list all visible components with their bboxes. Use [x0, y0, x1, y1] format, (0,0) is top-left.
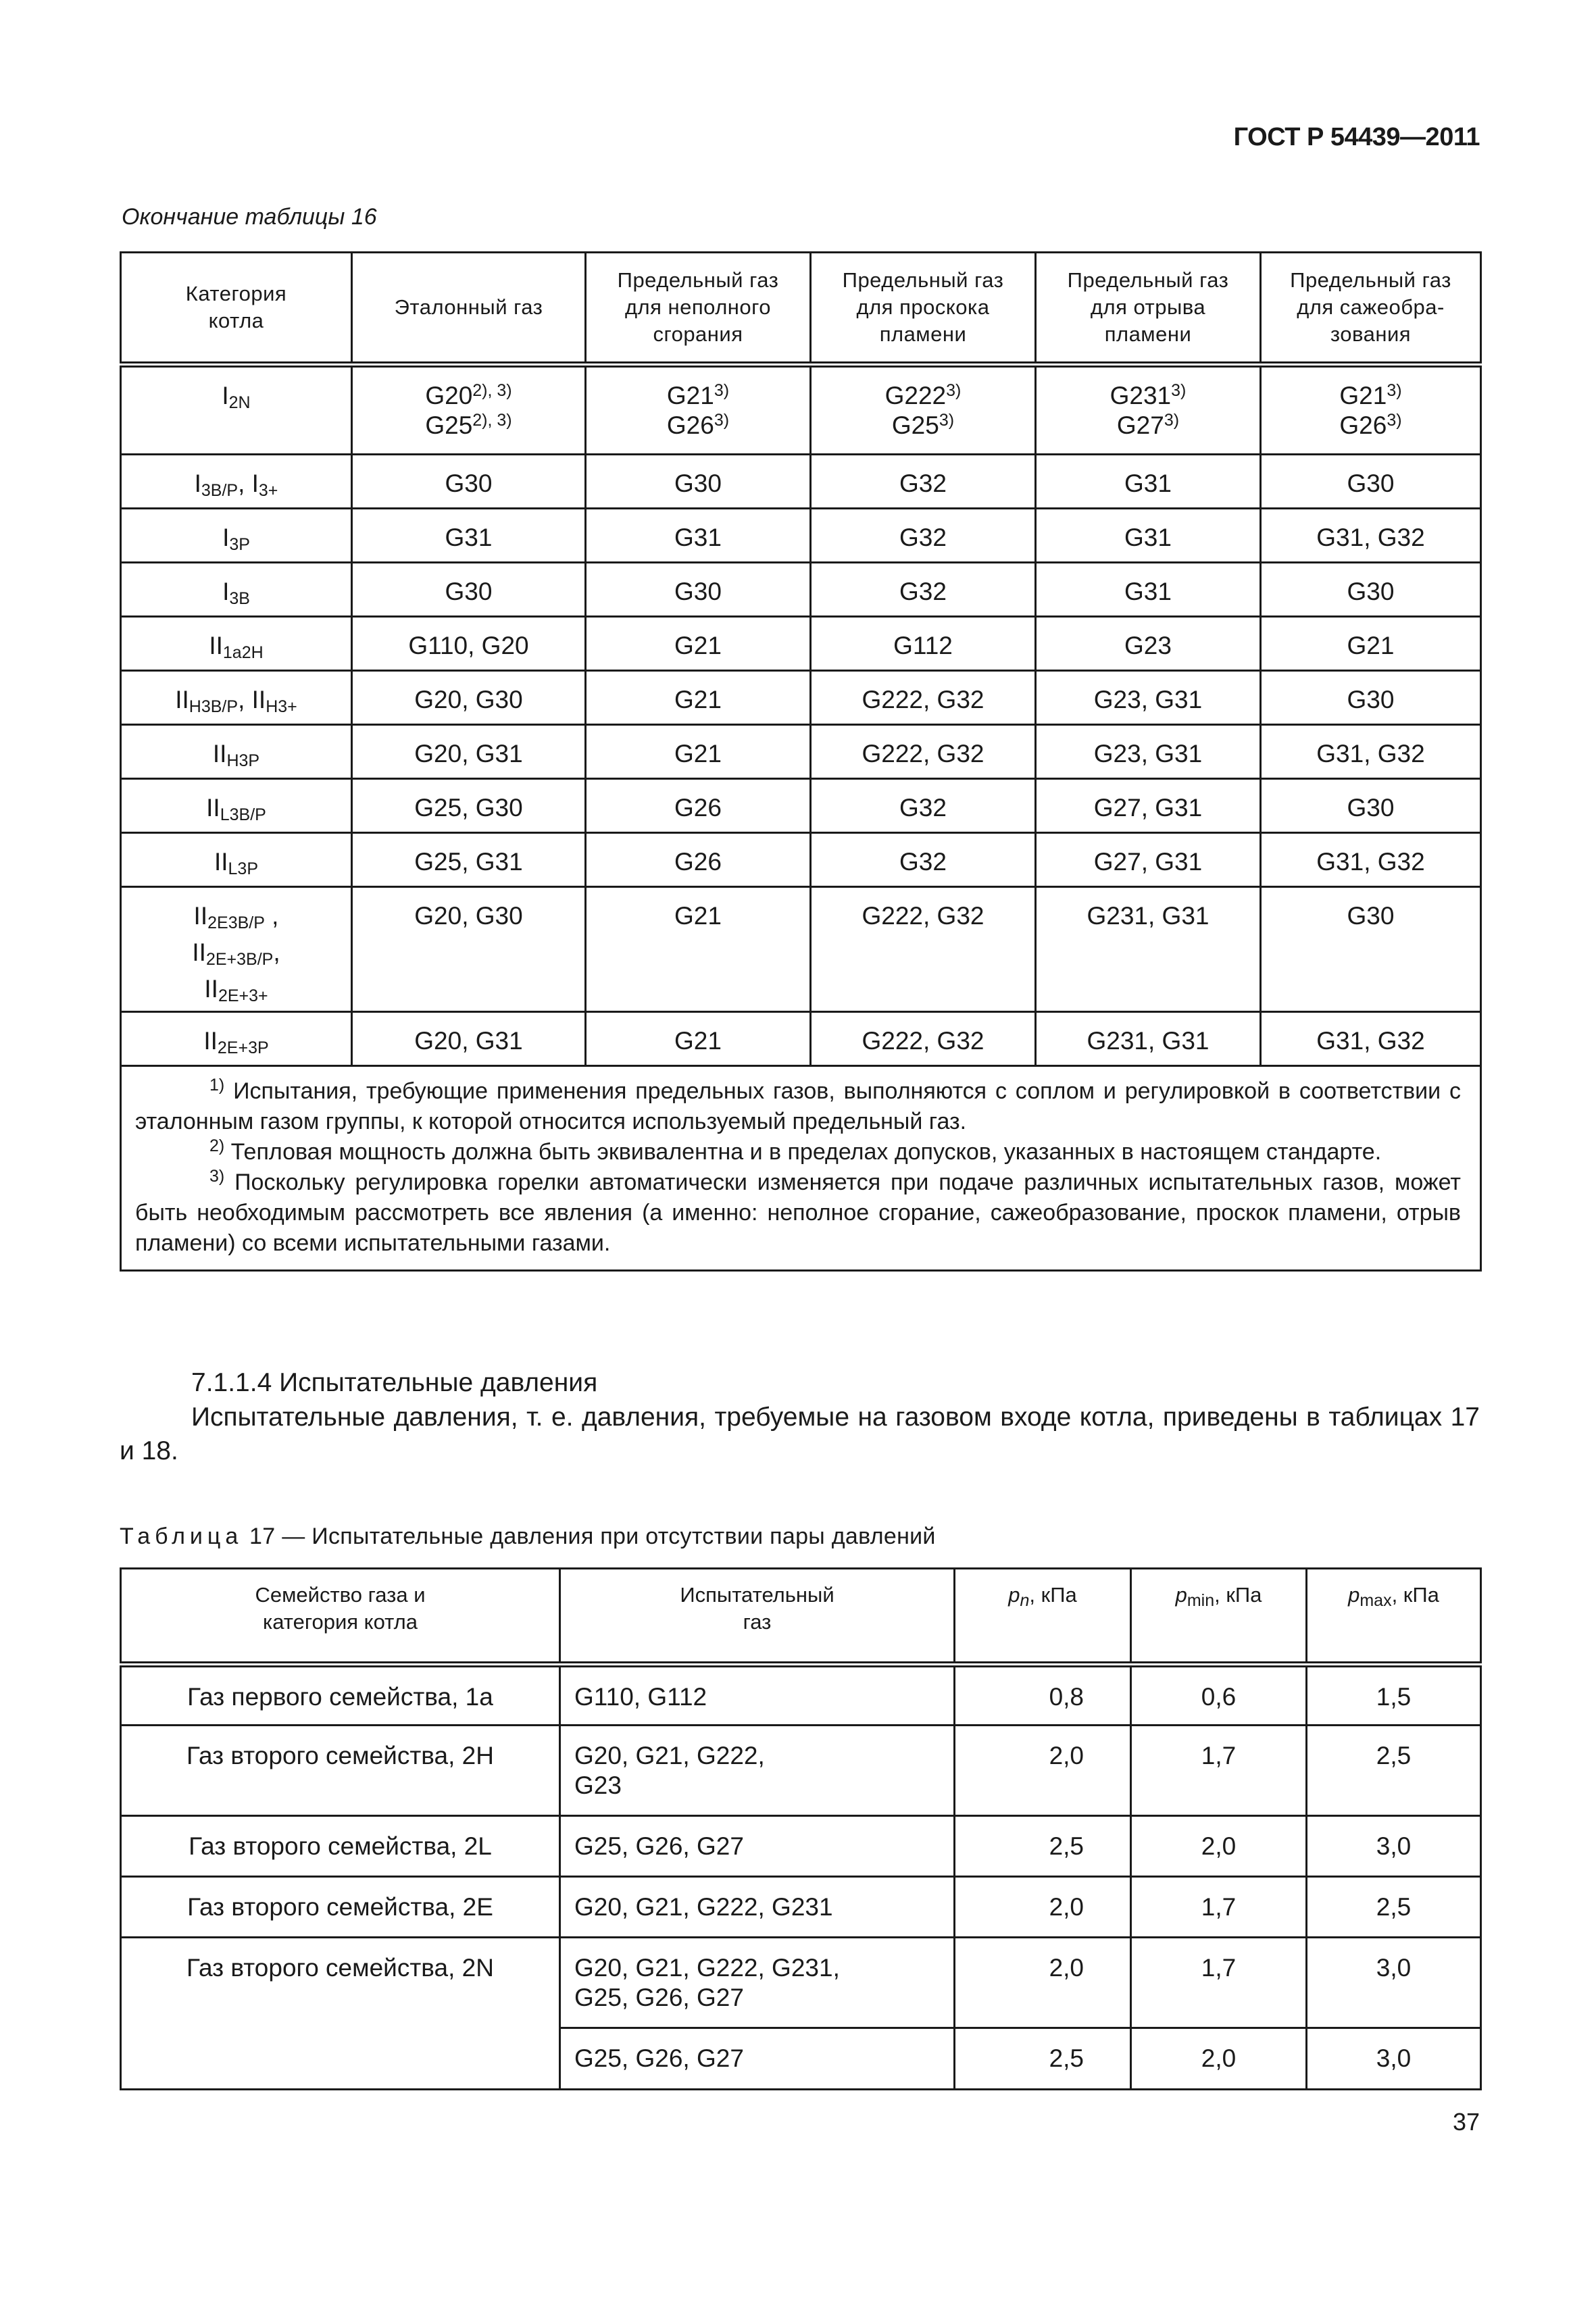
- gas-cell: G30: [1261, 779, 1481, 833]
- pressure-unit: , кПа: [1391, 1583, 1439, 1607]
- category-subscript: H3P: [226, 751, 260, 770]
- gas-cell: [1036, 365, 1261, 455]
- gas-cell: G26: [586, 779, 811, 833]
- gas-cell: G112: [811, 617, 1036, 671]
- category-subscript: 3P: [229, 535, 250, 554]
- gas-name: G21: [1339, 382, 1387, 409]
- category-base: II: [204, 975, 218, 1003]
- category-base: II: [214, 848, 228, 876]
- category-subscript: 3+: [258, 481, 278, 500]
- gas-family-cell: Газ первого семейства, 1a: [121, 1665, 560, 1726]
- gas-name: G26: [666, 411, 714, 439]
- gas-cell: G31: [1036, 509, 1261, 563]
- category-base: II: [193, 902, 208, 930]
- pressure-symbol: p: [1175, 1583, 1187, 1607]
- pressure-subscript: min: [1187, 1591, 1215, 1610]
- gas-cell: [811, 365, 1036, 455]
- header-line: категория котла: [262, 1610, 418, 1634]
- gas-cell: G30: [586, 563, 811, 617]
- gas-cell: G27, G31: [1036, 833, 1261, 887]
- category-base: II: [203, 1027, 218, 1055]
- gas-cell: G21: [1261, 617, 1481, 671]
- table16-notes: [121, 1066, 1481, 1271]
- gas-line: G110, G112: [574, 1683, 707, 1711]
- category-subscript: 2N: [228, 393, 251, 412]
- boiler-category-cell: [121, 563, 352, 617]
- table-row: [121, 365, 1481, 455]
- section-heading: 7.1.1.4 Испытательные давления: [191, 1368, 598, 1397]
- pressure-symbol: p: [1348, 1583, 1360, 1607]
- page-number: 37: [1452, 2108, 1480, 2136]
- table17-header-pn: [955, 1569, 1131, 1665]
- table-row: [121, 455, 1481, 509]
- table16-caption: Окончание таблицы 16: [122, 204, 377, 230]
- boiler-category-cell: [121, 725, 352, 779]
- header-line: газ: [743, 1610, 772, 1634]
- header-line: Семейство газа и: [255, 1583, 426, 1607]
- gas-cell: G31: [586, 509, 811, 563]
- table-row: [121, 1938, 1481, 2028]
- header-line: Эталонный газ: [394, 295, 543, 319]
- pmin-value: 1,7: [1131, 1938, 1307, 2028]
- boiler-category-cell: [121, 833, 352, 887]
- gas-family-cell: Газ второго семейства, 2H: [121, 1726, 560, 1816]
- category-base: I: [194, 470, 201, 497]
- gas-cell: G21: [586, 725, 811, 779]
- pmax-value: 2,5: [1307, 1726, 1481, 1816]
- category-base: II: [175, 686, 189, 713]
- category-subscript: 3B: [229, 589, 250, 608]
- table-row: [121, 887, 1481, 1012]
- header-line: для сажеобра-: [1297, 295, 1445, 319]
- test-gas-cell: [560, 1726, 955, 1816]
- category-base: II: [212, 740, 227, 768]
- pmin-value: 2,0: [1131, 1816, 1307, 1877]
- gas-name: G222: [884, 382, 947, 409]
- table17: [120, 1567, 1482, 2090]
- category-subscript: L3P: [228, 859, 259, 878]
- header-line: Предельный газ: [1067, 268, 1229, 292]
- document-header: ГОСТ Р 54439—2011: [1233, 123, 1480, 151]
- gas-cell: [586, 365, 811, 455]
- table16-header-cell: [1036, 253, 1261, 365]
- gas-cell: G30: [1261, 455, 1481, 509]
- category-base: ,: [273, 938, 280, 966]
- category-base: II: [209, 632, 223, 659]
- table17-header-row: [121, 1569, 1481, 1665]
- gas-name: G20: [425, 382, 473, 409]
- pmin-value: 0,6: [1131, 1665, 1307, 1726]
- table16-header-row: [121, 253, 1481, 365]
- footnote: [135, 1137, 1461, 1167]
- pmax-value: 3,0: [1307, 2028, 1481, 2090]
- header-line: для проскока: [856, 295, 990, 319]
- category-base: I: [222, 382, 229, 409]
- pn-value: 2,5: [955, 2028, 1131, 2090]
- gas-cell: G32: [811, 833, 1036, 887]
- gas-cell: G27, G31: [1036, 779, 1261, 833]
- footnote-ref: 2), 3): [472, 411, 512, 430]
- pressure-symbol: p: [1008, 1583, 1020, 1607]
- footnote-ref: 3): [946, 381, 962, 400]
- boiler-category-cell: [121, 1012, 352, 1066]
- header-line: пламени: [879, 322, 967, 346]
- gas-cell: G26: [586, 833, 811, 887]
- gas-cell: G31: [352, 509, 586, 563]
- gas-cell: G110, G20: [352, 617, 586, 671]
- header-line: Испытательный: [680, 1583, 834, 1607]
- test-gas-cell: [560, 1816, 955, 1877]
- footnote-ref: 3): [714, 411, 730, 430]
- table17-header-pmin: [1131, 1569, 1307, 1665]
- gas-cell: G30: [586, 455, 811, 509]
- gas-cell: G30: [352, 563, 586, 617]
- table16-header-cell: [586, 253, 811, 365]
- header-line: Предельный газ: [842, 268, 1004, 292]
- pmin-value: 1,7: [1131, 1726, 1307, 1816]
- gas-name: G231: [1109, 382, 1172, 409]
- pmin-value: 2,0: [1131, 2028, 1307, 2090]
- boiler-category-cell: [121, 365, 352, 455]
- gas-line: G20, G21, G222, G231,: [574, 1954, 840, 1982]
- category-base: II: [206, 794, 220, 822]
- gas-cell: G23: [1036, 617, 1261, 671]
- category-subscript: 3B/P: [201, 481, 239, 500]
- pmin-value: 1,7: [1131, 1877, 1307, 1938]
- table-row: [121, 1877, 1481, 1938]
- table-row: [121, 1012, 1481, 1066]
- gas-cell: G20, G30: [352, 671, 586, 725]
- gas-cell: G31, G32: [1261, 833, 1481, 887]
- pn-value: 2,0: [955, 1938, 1131, 2028]
- boiler-category-cell: [121, 617, 352, 671]
- category-subscript: L3B/P: [220, 805, 266, 824]
- gas-cell: G31, G32: [1261, 725, 1481, 779]
- boiler-category-cell: [121, 455, 352, 509]
- gas-cell: G21: [586, 1012, 811, 1066]
- table16-header-cell: [352, 253, 586, 365]
- table-row: [121, 671, 1481, 725]
- pn-value: 2,0: [955, 1877, 1131, 1938]
- gas-cell: G25, G31: [352, 833, 586, 887]
- section-paragraph: Испытательные давления, т. е. давления, требуемые на газовом входе котла, приведены в таблицах 17 и 18.: [120, 1403, 1480, 1465]
- gas-cell: G30: [352, 455, 586, 509]
- gas-cell: G222, G32: [811, 1012, 1036, 1066]
- table16-notes-row: [121, 1066, 1481, 1271]
- table16-header-cell: [1261, 253, 1481, 365]
- table-row: [121, 617, 1481, 671]
- category-base: , I: [238, 470, 259, 497]
- gas-cell: G32: [811, 455, 1036, 509]
- pn-value: 2,0: [955, 1726, 1131, 1816]
- pmax-value: 2,5: [1307, 1877, 1481, 1938]
- header-line: зования: [1330, 322, 1412, 346]
- table17-caption: [120, 1524, 936, 1550]
- gas-cell: G222, G32: [811, 725, 1036, 779]
- test-gas-cell: [560, 1665, 955, 1726]
- gas-family-cell: Газ второго семейства, 2E: [121, 1877, 560, 1938]
- header-line: для неполного: [624, 295, 772, 319]
- gas-line: G25, G26, G27: [574, 1984, 744, 2011]
- footnote-ref: 2), 3): [472, 381, 512, 400]
- table-row: [121, 509, 1481, 563]
- footnote-ref: 3): [1171, 381, 1187, 400]
- category-base: II: [192, 938, 206, 966]
- pressure-subscript: n: [1020, 1591, 1030, 1610]
- boiler-category-cell: [121, 887, 352, 1012]
- pn-value: 0,8: [955, 1665, 1131, 1726]
- footnote-text: Тепловая мощность должна быть эквивалентна и в пределах допусков, указанных в настоящем стандарте.: [224, 1139, 1382, 1165]
- table16: [120, 251, 1482, 1272]
- footnote-ref: 3): [1387, 411, 1402, 430]
- test-gas-cell: [560, 1877, 955, 1938]
- table-row: [121, 833, 1481, 887]
- gas-cell: G30: [1261, 671, 1481, 725]
- pmax-value: 1,5: [1307, 1665, 1481, 1726]
- gas-line: G25, G26, G27: [574, 1832, 744, 1860]
- gas-cell: G23, G31: [1036, 725, 1261, 779]
- category-subscript: 1a2H: [222, 643, 264, 662]
- gas-line: G20, G21, G222,: [574, 1742, 765, 1769]
- pressure-unit: , кПа: [1029, 1583, 1077, 1607]
- gas-cell: G20, G30: [352, 887, 586, 1012]
- gas-cell: G231, G31: [1036, 887, 1261, 1012]
- category-subscript: H3+: [266, 697, 297, 716]
- pressure-unit: , кПа: [1214, 1583, 1262, 1607]
- gas-family-cell: Газ второго семейства, 2L: [121, 1816, 560, 1877]
- table17-caption-text: 17 — Испытательные давления при отсутствии пары давлений: [243, 1524, 936, 1549]
- gas-cell: [352, 365, 586, 455]
- table17-header-gas: [560, 1569, 955, 1665]
- boiler-category-cell: [121, 779, 352, 833]
- table17-caption-word: Таблица: [120, 1524, 243, 1549]
- table-row: [121, 563, 1481, 617]
- gas-cell: [1261, 365, 1481, 455]
- header-line: пламени: [1104, 322, 1192, 346]
- footnote: [135, 1076, 1461, 1137]
- gas-line: G25, G26, G27: [574, 2044, 744, 2072]
- gas-name: G26: [1339, 411, 1387, 439]
- gas-cell: G21: [586, 671, 811, 725]
- gas-name: G25: [425, 411, 473, 439]
- table17-header-family: [121, 1569, 560, 1665]
- footnote-ref: 3): [939, 411, 955, 430]
- footnote-text: Испытания, требующие применения предельных газов, выполняются с соплом и регулировкой в соответствии с эталонным газом группы, к которой относится используемый предельный газ.: [135, 1078, 1461, 1134]
- footnote-text: Поскольку регулировка горелки автоматически изменяется при подаче различных испытательных газов, может быть необходимым рассмотреть все явления (а именно: неполное сгорание, сажеобразование, проскок пламени, отрыв пламени) со всеми испытательными газами.: [135, 1169, 1461, 1256]
- gas-cell: G222, G32: [811, 887, 1036, 1012]
- table16-header-cell: [811, 253, 1036, 365]
- gas-cell: G32: [811, 563, 1036, 617]
- header-line: Категория: [185, 282, 287, 305]
- table17-header-pmax: [1307, 1569, 1481, 1665]
- category-subscript: 2E3B/P: [207, 913, 265, 932]
- header-line: для отрыва: [1090, 295, 1206, 319]
- gas-name: G25: [891, 411, 939, 439]
- category-subscript: H3B/P: [189, 697, 239, 716]
- gas-cell: G21: [586, 617, 811, 671]
- footnote-mark: 1): [209, 1076, 225, 1095]
- gas-cell: G25, G30: [352, 779, 586, 833]
- gas-line: G23: [574, 1771, 622, 1799]
- gas-line: G20, G21, G222, G231: [574, 1893, 833, 1921]
- table-row: [121, 779, 1481, 833]
- pressure-subscript: max: [1360, 1591, 1392, 1610]
- gas-cell: G21: [586, 887, 811, 1012]
- category-subscript: 2E+3B/P: [205, 950, 274, 969]
- pmax-value: 3,0: [1307, 1938, 1481, 2028]
- header-line: Предельный газ: [617, 268, 779, 292]
- header-line: сгорания: [653, 322, 743, 346]
- header-line: котла: [208, 309, 264, 332]
- gas-cell: G231, G31: [1036, 1012, 1261, 1066]
- footnote-ref: 3): [1387, 381, 1402, 400]
- gas-family-cell: Газ второго семейства, 2N: [121, 1938, 560, 2090]
- gas-cell: G31, G32: [1261, 509, 1481, 563]
- footnote-mark: 2): [209, 1136, 225, 1155]
- footnote-ref: 3): [714, 381, 730, 400]
- pmax-value: 3,0: [1307, 1816, 1481, 1877]
- boiler-category-cell: [121, 671, 352, 725]
- gas-cell: G31, G32: [1261, 1012, 1481, 1066]
- gas-cell: G32: [811, 509, 1036, 563]
- test-gas-cell: [560, 2028, 955, 2090]
- footnote: [135, 1167, 1461, 1259]
- category-subscript: 2E+3+: [218, 986, 268, 1005]
- gas-cell: G31: [1036, 455, 1261, 509]
- category-base: ,: [264, 902, 279, 930]
- footnote-mark: 3): [209, 1167, 225, 1186]
- table-row: [121, 1665, 1481, 1726]
- table-row: [121, 1726, 1481, 1816]
- gas-cell: G32: [811, 779, 1036, 833]
- gas-cell: G20, G31: [352, 725, 586, 779]
- gas-cell: G30: [1261, 563, 1481, 617]
- table-row: [121, 725, 1481, 779]
- category-base: I: [222, 578, 230, 605]
- gas-name: G27: [1116, 411, 1164, 439]
- gas-cell: G30: [1261, 887, 1481, 1012]
- gas-name: G21: [666, 382, 714, 409]
- test-gas-cell: [560, 1938, 955, 2028]
- gas-cell: G222, G32: [811, 671, 1036, 725]
- category-base: , II: [238, 686, 266, 713]
- header-line: Предельный газ: [1290, 268, 1451, 292]
- gas-cell: G31: [1036, 563, 1261, 617]
- footnote-ref: 3): [1164, 411, 1180, 430]
- category-base: I: [222, 524, 230, 551]
- gas-cell: G20, G31: [352, 1012, 586, 1066]
- table16-header-cell: [121, 253, 352, 365]
- pn-value: 2,5: [955, 1816, 1131, 1877]
- table-row: [121, 1816, 1481, 1877]
- gas-cell: G23, G31: [1036, 671, 1261, 725]
- category-subscript: 2E+3P: [217, 1038, 269, 1057]
- boiler-category-cell: [121, 509, 352, 563]
